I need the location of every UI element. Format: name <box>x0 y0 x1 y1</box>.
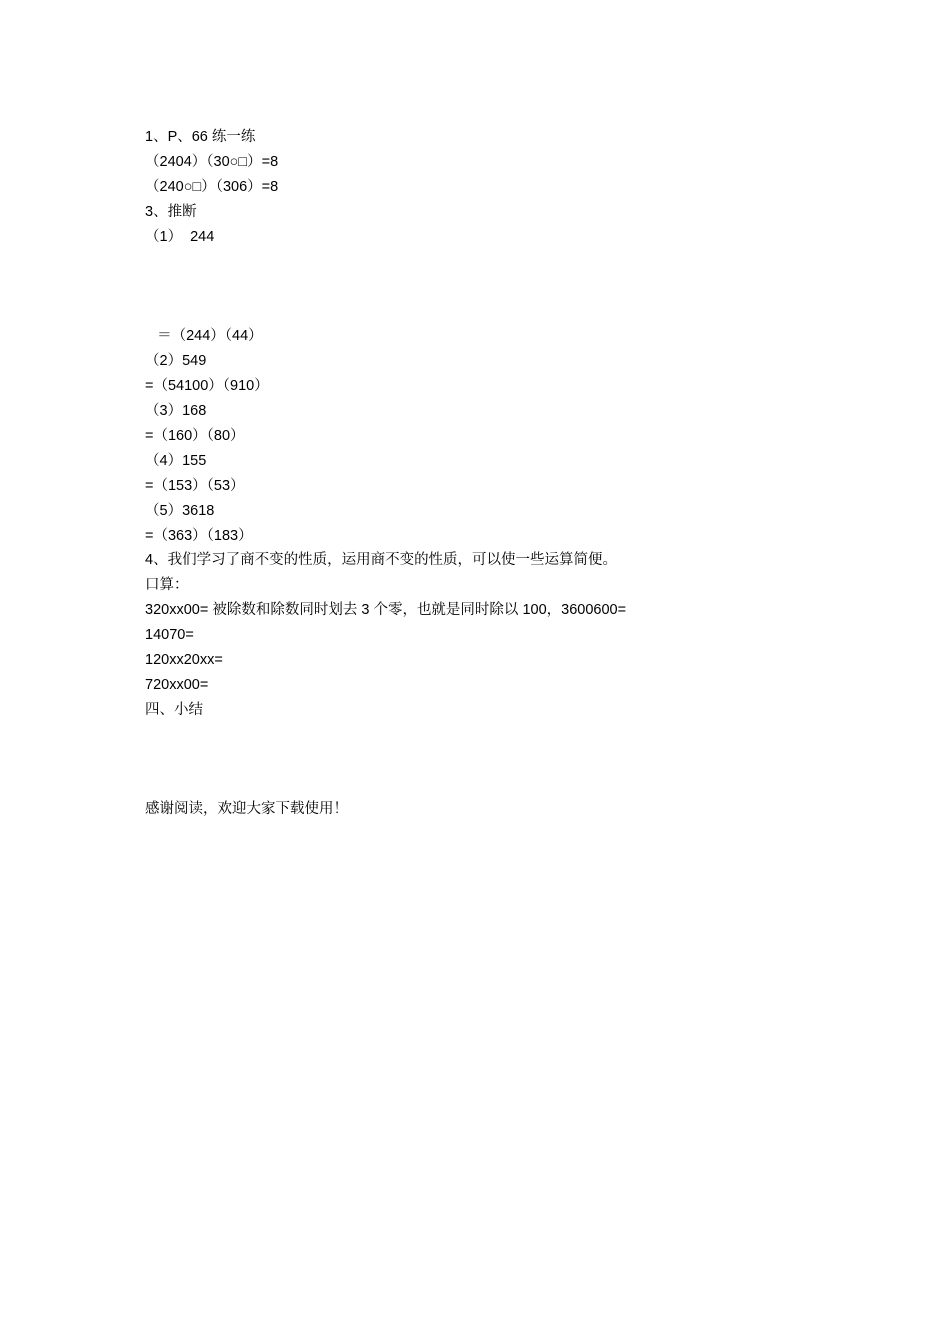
equation-line: （240○□）（306）=8 <box>145 179 279 195</box>
oral-calc-line: 120xx20xx= <box>145 652 223 668</box>
item-label: （1） 244 <box>145 229 215 245</box>
equation-line: ＝（244）（44） <box>145 328 263 344</box>
section-heading: 3、推断 <box>145 204 197 220</box>
item-label: （2）549 <box>145 353 207 369</box>
summary-paragraph: 4、我们学习了商不变的性质，运用商不变的性质，可以使一些运算简便。 <box>145 552 618 568</box>
item-label: （4）155 <box>145 453 207 469</box>
equation-line: =（153）（53） <box>145 478 245 494</box>
oral-calc-heading: 口算： <box>145 577 189 593</box>
section-heading: 四、小结 <box>145 702 203 718</box>
equation-line: =（160）（80） <box>145 428 245 444</box>
equation-line: =（54100）（910） <box>145 378 269 394</box>
equation-line: =（363）（183） <box>145 528 253 544</box>
equation-line: （2404）（30○□）=8 <box>145 154 279 170</box>
oral-calc-line: 14070= <box>145 627 194 643</box>
closing-note: 感谢阅读，欢迎大家下载使用！ <box>145 801 348 817</box>
item-label: （5）3618 <box>145 503 215 519</box>
oral-calc-line: 720xx00= <box>145 677 209 693</box>
exercise-heading: 1、P、66 练一练 <box>145 129 256 145</box>
item-label: （3）168 <box>145 403 207 419</box>
oral-calc-line: 320xx00= 被除数和除数同时划去 3 个零，也就是同时除以 100，3600600= <box>145 602 627 618</box>
